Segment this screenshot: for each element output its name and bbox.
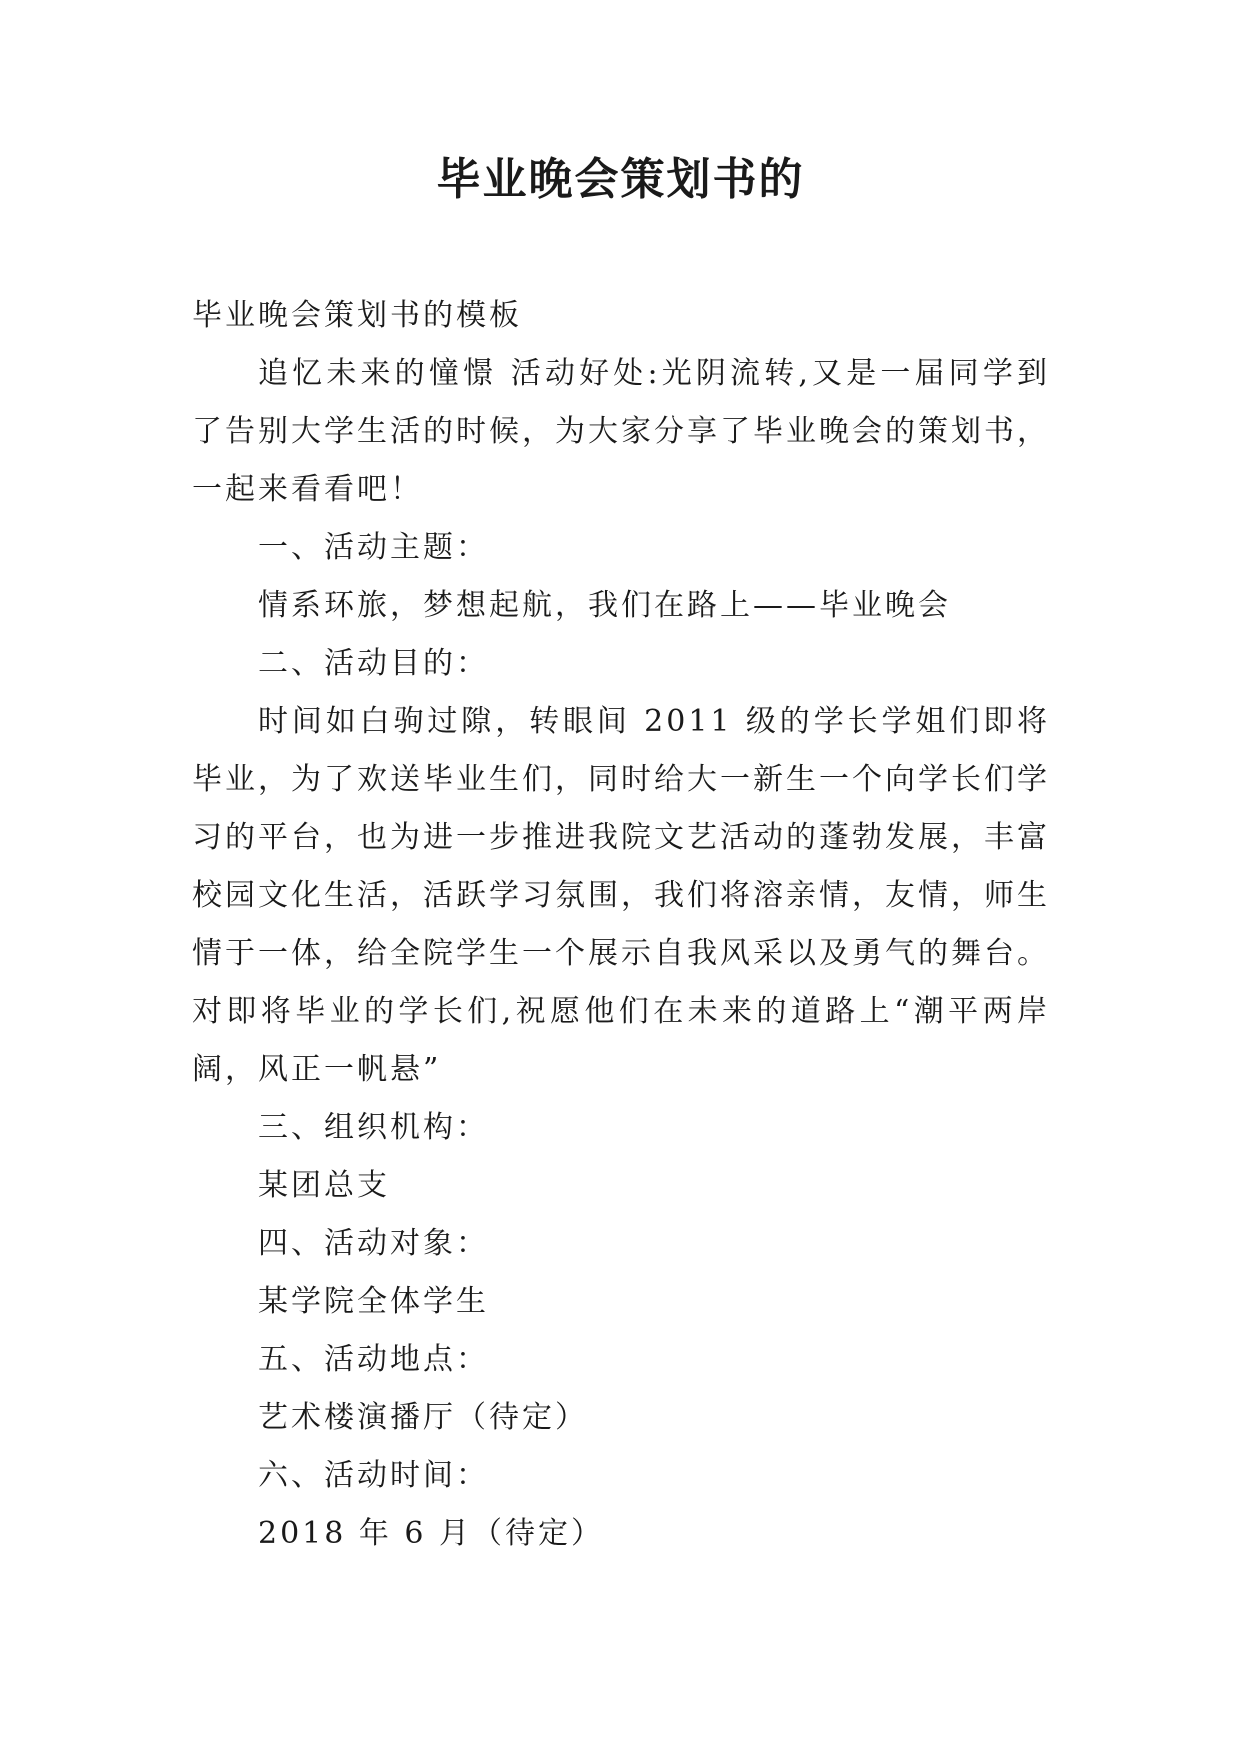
section-heading-theme: 一、活动主题：: [258, 530, 489, 565]
section-heading-time: 六、活动时间：: [258, 1458, 489, 1493]
section-heading-purpose: 二、活动目的：: [258, 646, 489, 681]
paragraph-subtitle: 毕业晚会策划书的模板: [192, 298, 522, 333]
paragraph-theme: 情系环旅，梦想起航，我们在路上——毕业晚会: [258, 588, 951, 623]
section-heading-organization: 三、组织机构：: [258, 1110, 489, 1145]
paragraph-organization: 某团总支: [258, 1168, 390, 1203]
paragraph-purpose: 时间如白驹过隙，转眼间 2011 级的学长学姐们即将毕业，为了欢送毕业生们，同时给大一新生一个向学长们学习的平台，也为进一步推进我院文艺活动的蓬勃发展，丰富校园文化生活，活跃学习氛围，我们将溶亲情，友情，师生情于一体，给全院学生一个展示自我风采以及勇气的舞台。对即将毕业的学长们,祝愿他们在未来的道路上“潮平两岸阔，风正一帆悬”: [192, 704, 1050, 1087]
document-body: [192, 287, 1050, 1563]
section-heading-location: 五、活动地点：: [258, 1342, 489, 1377]
paragraph-location: 艺术楼演播厅（待定）: [258, 1400, 588, 1435]
paragraph-intro: 追忆未来的憧憬 活动好处:光阴流转,又是一届同学到了告别大学生活的时候，为大家分享了毕业晚会的策划书，一起来看看吧！: [192, 356, 1050, 507]
paragraph-audience: 某学院全体学生: [258, 1284, 489, 1319]
document-title: 毕业晚会策划书的: [436, 154, 805, 205]
section-heading-audience: 四、活动对象：: [258, 1226, 489, 1261]
paragraph-time: 2018 年 6 月（待定）: [258, 1516, 605, 1551]
